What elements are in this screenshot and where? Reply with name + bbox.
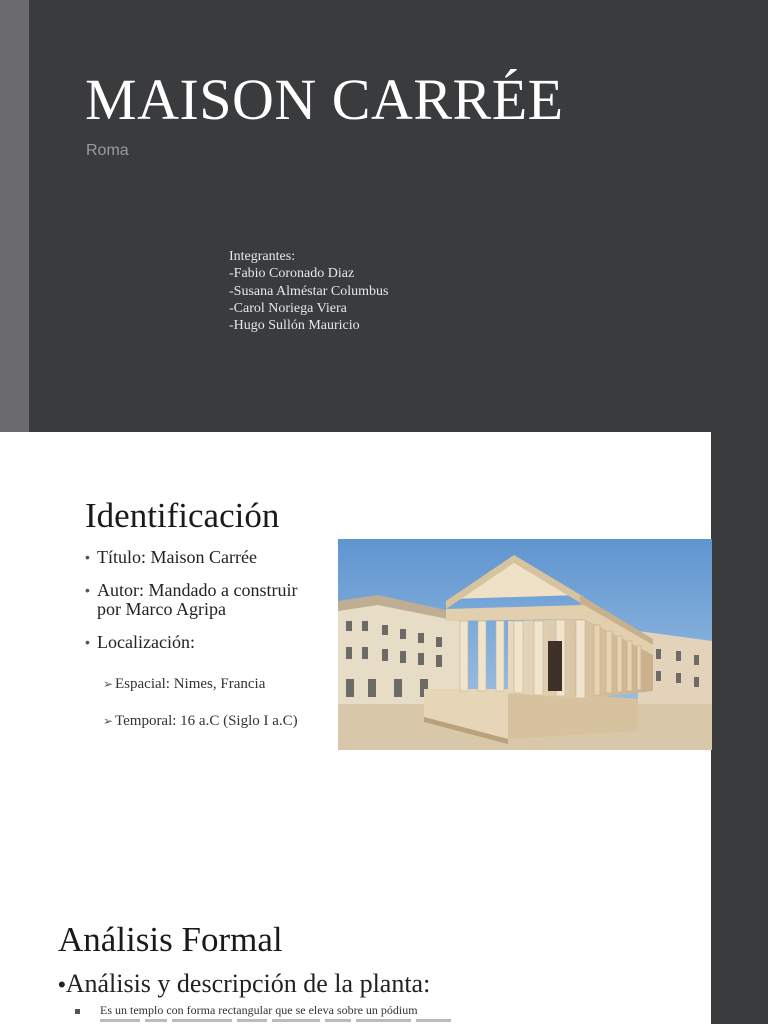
subitem-text: Temporal: 16 a.C (Siglo I a.C)	[115, 713, 298, 729]
subheading-text: Análisis y descripción de la planta:	[65, 969, 431, 998]
sub-list-item	[85, 713, 315, 730]
slide-subtitle: Roma	[86, 142, 129, 159]
members-heading: Integrantes:	[229, 249, 296, 264]
bullet-icon: •	[58, 972, 66, 997]
item-text: Es un templo con forma rectangular que se eleva sobre un pódium	[100, 1003, 418, 1017]
formal-analysis-slide	[0, 866, 768, 1024]
member-item: -Carol Noriega Viera	[229, 300, 347, 316]
list-item	[75, 1003, 418, 1018]
side-bar	[711, 866, 768, 1024]
cropped-text-line	[100, 1019, 480, 1024]
identification-list	[85, 548, 315, 750]
slide-title: Análisis Formal	[58, 920, 283, 959]
list-item	[85, 581, 315, 620]
member-item: -Hugo Sullón Mauricio	[229, 318, 360, 334]
item-text: Autor: Mandado a construir por Marco Agripa	[97, 579, 298, 619]
bullet-icon: •	[85, 633, 90, 650]
members-list	[229, 248, 388, 334]
sub-list-item	[85, 676, 315, 693]
side-bar	[711, 432, 768, 866]
item-text: Título: Maison Carrée	[97, 547, 257, 567]
arrow-bullet-icon: ➢	[103, 677, 114, 691]
slide-subheading	[58, 969, 430, 999]
accent-strip	[0, 0, 29, 432]
title-slide	[0, 0, 768, 432]
temple-illustration	[338, 539, 712, 750]
subitem-text: Espacial: Nimes, Francia	[115, 676, 266, 692]
square-bullet-icon	[75, 1009, 80, 1014]
item-text: Localización:	[97, 631, 195, 652]
list-item	[85, 633, 315, 653]
slide-title: Identificación	[85, 496, 280, 535]
list-item	[85, 548, 315, 568]
slide-title: MAISON CARRÉE	[85, 67, 564, 132]
member-item: -Fabio Coronado Diaz	[229, 266, 355, 282]
arrow-bullet-icon: ➢	[103, 714, 114, 728]
bullet-icon: •	[85, 581, 90, 598]
member-item: -Susana Alméstar Columbus	[229, 283, 389, 299]
temple-photo	[338, 539, 712, 750]
bullet-icon: •	[85, 549, 90, 565]
identification-slide	[0, 432, 768, 866]
